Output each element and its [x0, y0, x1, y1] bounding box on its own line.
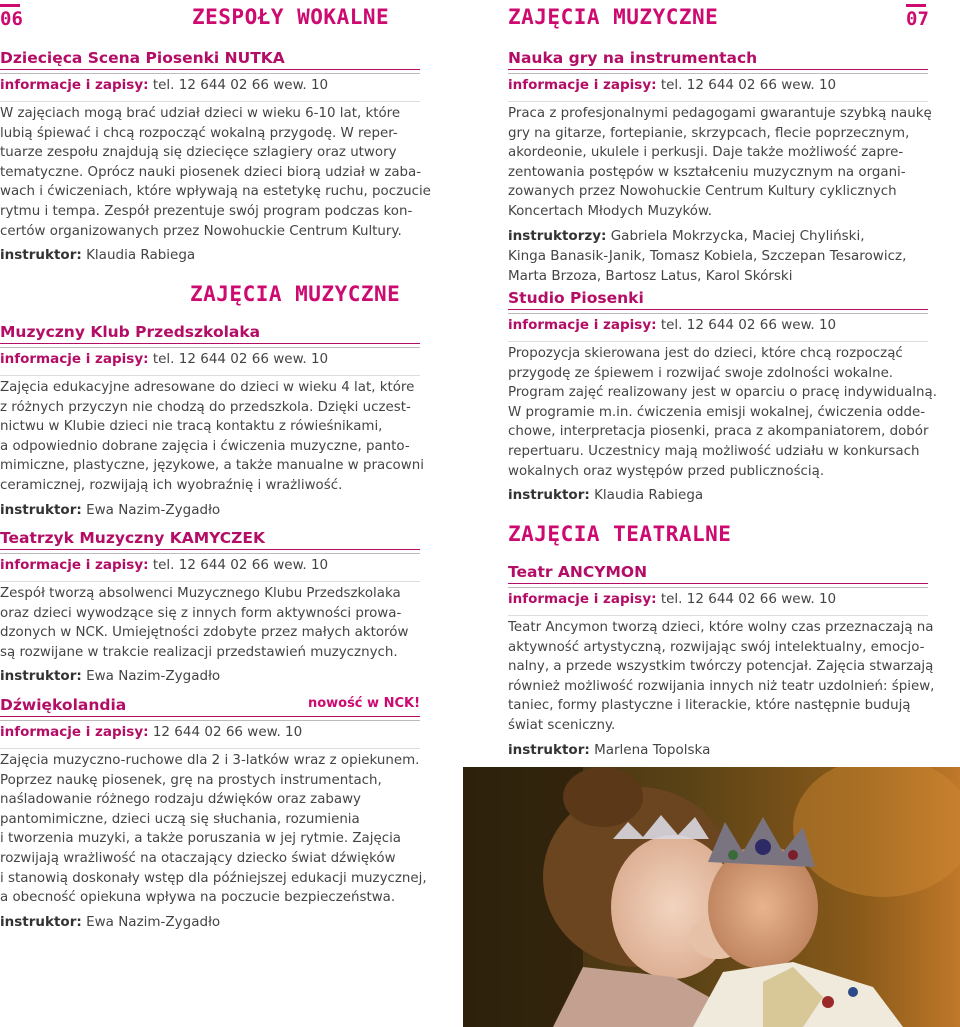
section-nutka [0, 48, 431, 265]
instructor: instruktor: Ewa Nazim-Zygadło [0, 913, 221, 930]
page-number: 06 [0, 4, 20, 30]
instructors: instruktorzy: Gabriela Mokrzycka, Maciej Chyliński, Kinga Banasik-Janik, Tomasz Kobiela, Szczepan Tesarowicz, Marta Brzoza, Bartosz Latus, Karol Skórski [508, 227, 907, 284]
description: Zespół tworzą absolwenci Muzycznego Klubu Przedszkolaka oraz dzieci wywodzące się z innych form aktywności prowa- dzonych w NCK. Umiejętności zdobyte przez małych aktorów są rozwijane w trakcie realizacji przedstawień muzycznych. [0, 581, 420, 662]
section-heading: Muzyczny Klub Przedszkolaka [0, 322, 420, 344]
info-line: informacje i zapisy: tel. 12 644 02 66 wew. 10 [508, 313, 928, 335]
description: Praca z profesjonalnymi pedagogami gwarantuje szybką naukę gry na gitarze, fortepianie, skrzypcach, flecie poprzecznym, akordeonie, ukulele i perkusji. Daje także możliwość zapre- zentowania postępów w kształceniu muzycznym na organi- zowanych przez Nowohuckie Centrum Kultury cyklicznych Koncertach Młodych Muzyków. [508, 101, 928, 222]
instructor: instruktor: Ewa Nazim-Zygadło [0, 668, 221, 685]
section-studio [508, 288, 937, 505]
info-line: informacje i zapisy: tel. 12 644 02 66 wew. 10 [508, 587, 928, 609]
section-dzwiekolandia [0, 695, 427, 932]
description: Teatr Ancymon tworzą dzieci, które wolny czas przeznaczają na aktywność artystyczną, rozwijając swój intelektualny, emocjo- nalny, a przede wszystkim twórczy potencjał. Zajęcia stwarzają również możliwość rozwijania innych niż teatr uzdolnień: śpiew, taniec, formy plastyczne i literackie, które następnie budują świat sceniczny. [508, 615, 928, 736]
info-line: informacje i zapisy: 12 644 02 66 wew. 10 [0, 720, 420, 742]
new-badge: nowość w NCK! [307, 696, 420, 711]
description: Zajęcia muzyczno-ruchowe dla 2 i 3-latków wraz z opiekunem. Poprzez naukę piosenek, grę na prostych instrumentach, naśladowanie różnego rodzaju dźwięków oraz zabawy pantomimiczne, dzieci uczą się słuchania, rozumienia i tworzenia muzyki, a także poruszania w jej rytmie. Zajęcia rozwijają wrażliwość na otaczający dziecko świat dźwięków i stanowią doskonały wstęp dla późniejszej edukacji muzycznej, a obecność opiekuna wpływa na poczucie bezpieczeństwa. [0, 748, 420, 908]
page-number: 07 [906, 4, 926, 30]
description: Propozycja skierowana jest do dzieci, które chcą rozpocząć przygodę ze śpiewem i rozwijać swoje zdolności wokalne. Program zajęć realizowany jest w oparciu o pracę indywidualną. W programie m.in. ćwiczenia emisji wokalnej, ćwiczenia odde- chowe, interpretacja piosenki, praca z akompaniatorem, dobór repertuaru. Uczestnicy mają możliwość udziału w konkursach wokalnych oraz występów przed publicznością. [508, 341, 928, 481]
section-title-2: ZAJĘCIA TEATRALNE [508, 522, 732, 546]
instructor: instruktor: Klaudia Rabiega [0, 247, 196, 264]
info-line: informacje i zapisy: tel. 12 644 02 66 wew. 10 [508, 73, 928, 95]
info-line: informacje i zapisy: tel. 12 644 02 66 wew. 10 [0, 347, 420, 369]
section-heading: Dźwiękolandia nowość w NCK! [0, 695, 420, 717]
instructor: instruktor: Klaudia Rabiega [508, 487, 704, 504]
section-kamyczek [0, 528, 420, 686]
section-heading: Studio Piosenki [508, 288, 928, 310]
section-title: ZESPOŁY WOKALNE [192, 5, 390, 29]
photo-illustration [463, 767, 960, 1027]
theater-photo [463, 767, 960, 1027]
section-ancymon [508, 562, 935, 760]
info-line: informacje i zapisy: tel. 12 644 02 66 wew. 10 [0, 553, 420, 575]
description: W zajęciach mogą brać udział dzieci w wieku 6-10 lat, które lubią śpiewać i chcą rozpocząć wokalną przygodę. W reper- tuarze zespołu znajdują się dziecięce szlagiery oraz utwory tematyczne. Oprócz nauki piosenek dzieci biorą udział w zaba- wach i ćwiczeniach, które wpływają na estetykę ruchu, poczucie rytmu i tempa. Zespół prezentuje swój program podczas kon- certów organizowanych przez Nowohuckie Centrum Kultury. [0, 101, 420, 241]
section-heading: Nauka gry na instrumentach [508, 48, 928, 70]
section-nauka [508, 48, 932, 286]
instructor: instruktor: Ewa Nazim-Zygadło [0, 501, 221, 518]
section-heading: Dziecięca Scena Piosenki NUTKA [0, 48, 420, 70]
section-title: ZAJĘCIA MUZYCZNE [508, 5, 719, 29]
info-line: informacje i zapisy: tel. 12 644 02 66 wew. 10 [0, 73, 420, 95]
description: Zajęcia edukacyjne adresowane do dzieci w wieku 4 lat, które z różnych przyczyn nie chodzą do przedszkola. Dzięki uczest- nictwu w Klubie dzieci nie tracą kontaktu z rówieśnikami, a odpowiednio dobrane zajęcia i ćwiczenia muzyczne, panto- mimiczne, plastyczne, językowe, a także manualne w pracowni ceramicznej, rozwijają ich wyobraźnię i wrażliwość. [0, 375, 420, 496]
instructor: instruktor: Marlena Topolska [508, 741, 711, 758]
section-klub [0, 322, 424, 520]
section-heading: Teatr ANCYMON [508, 562, 928, 584]
section-title-2: ZAJĘCIA MUZYCZNE [190, 282, 401, 306]
section-heading: Teatrzyk Muzyczny KAMYCZEK [0, 528, 420, 550]
